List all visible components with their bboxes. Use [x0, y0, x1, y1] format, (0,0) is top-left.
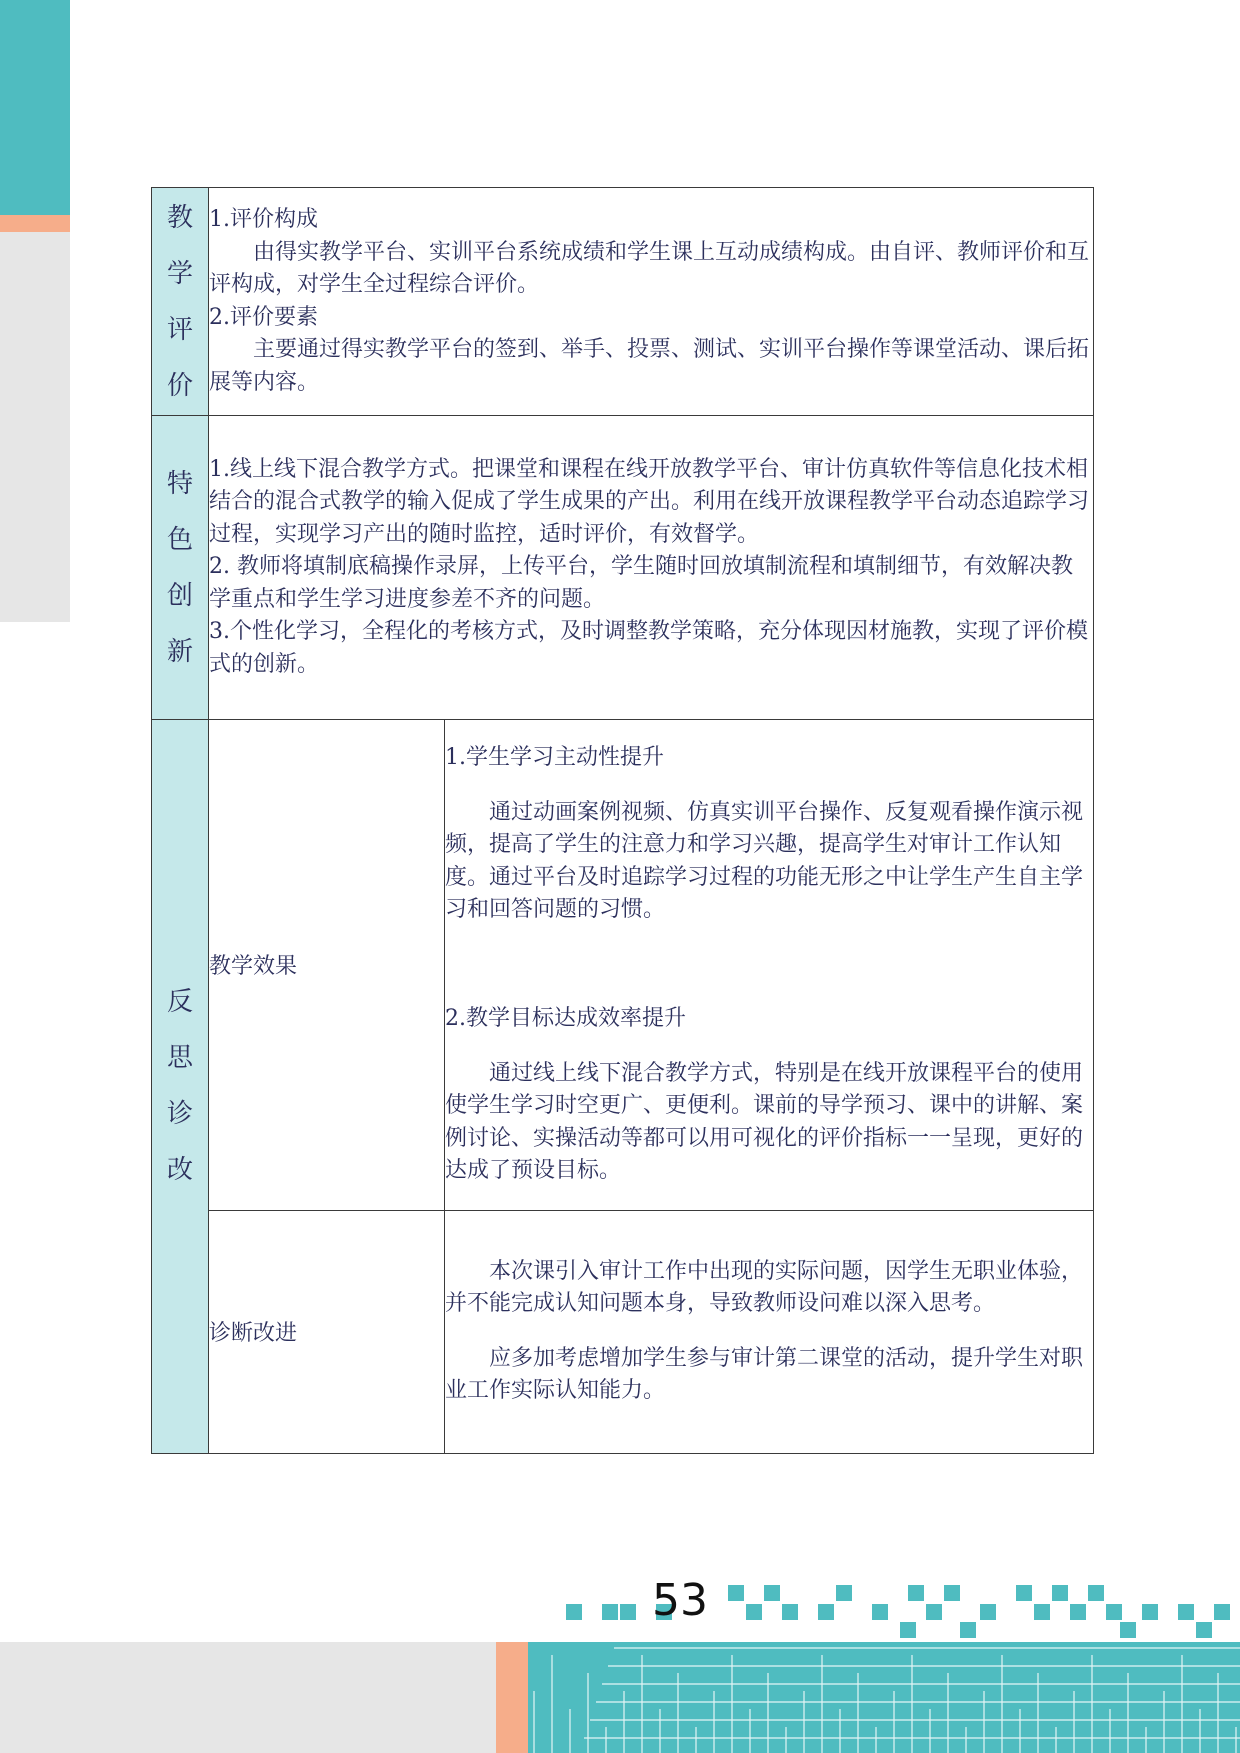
- pixel-block: [1016, 1585, 1032, 1601]
- left-decor-orange: [0, 215, 70, 232]
- pixel-block: [782, 1604, 798, 1620]
- improvement-row: [152, 1210, 1094, 1453]
- footer-band-orange: [496, 1642, 528, 1753]
- pixel-block: [1196, 1622, 1212, 1638]
- evaluation-body-1: 由得实教学平台、实训平台系统成绩和学生课上互动成绩构成。由自评、教师评价和互评构成，对学生全过程综合评价。: [209, 239, 1090, 297]
- footer-grid-pattern: [528, 1642, 1240, 1753]
- pixel-block: [1052, 1585, 1068, 1601]
- pixel-block: [1070, 1604, 1086, 1620]
- improvement-label: 诊断改进: [209, 1210, 445, 1453]
- category-innovation: [152, 416, 209, 720]
- pixel-block: [960, 1622, 976, 1638]
- category-char: 思: [166, 1043, 193, 1074]
- innovation-content: [209, 416, 1094, 720]
- left-decor-teal: [0, 0, 70, 215]
- effect-heading-1: 1.学生学习主动性提升: [445, 745, 664, 770]
- category-evaluation: [152, 188, 209, 416]
- innovation-row: [152, 416, 1094, 720]
- effect-body-1: 通过动画案例视频、仿真实训平台操作、反复观看操作演示视频，提高了学生的注意力和学习兴趣，提高学生对审计工作认知度。通过平台及时追踪学习过程的功能无形之中让学生产生自主学习和回答问题的习惯。: [445, 799, 1084, 922]
- pixel-block: [566, 1604, 582, 1620]
- pixel-block: [818, 1604, 834, 1620]
- effect-label: 教学效果: [209, 720, 445, 1211]
- pixel-block: [836, 1585, 852, 1601]
- pixel-block: [1120, 1622, 1136, 1638]
- pixel-block: [944, 1585, 960, 1601]
- category-char: 诊: [166, 1099, 193, 1130]
- pixel-block: [1088, 1585, 1104, 1601]
- teaching-table: [151, 187, 1094, 1454]
- evaluation-heading-2: 2.评价要素: [209, 304, 318, 330]
- pixel-block: [764, 1585, 780, 1601]
- pixel-block: [980, 1604, 996, 1620]
- category-char: 改: [166, 1155, 193, 1186]
- effect-heading-2: 2.教学目标达成效率提升: [445, 1006, 686, 1031]
- category-char: 色: [166, 524, 193, 555]
- category-char: 价: [166, 370, 193, 401]
- category-char: 反: [166, 987, 193, 1018]
- pixel-block: [1178, 1604, 1194, 1620]
- pixel-block: [908, 1585, 924, 1601]
- evaluation-body-2: 主要通过得实教学平台的签到、举手、投票、测试、实训平台操作等课堂活动、课后拓展等内容。: [209, 337, 1090, 395]
- pixel-block: [1142, 1604, 1158, 1620]
- category-char: 特: [166, 468, 193, 499]
- pixel-block: [1214, 1604, 1230, 1620]
- evaluation-content: [209, 188, 1094, 416]
- improvement-body-2: 应多加考虑增加学生参与审计第二课堂的活动，提升学生对职业工作实际认知能力。: [445, 1345, 1084, 1403]
- category-char: 教: [166, 202, 193, 233]
- innovation-point-3: 3.个性化学习，全程化的考核方式，及时调整教学策略，充分体现因材施教，实现了评价模式的创新。: [209, 619, 1088, 677]
- effect-body-2: 通过线上线下混合教学方式，特别是在线开放课程平台的使用使学生学习时空更广、更便利。课前的导学预习、课中的讲解、案例讨论、实操活动等都可以用可视化的评价指标一一呈现，更好的达成了预设目标。: [445, 1060, 1084, 1183]
- category-char: 学: [166, 258, 193, 289]
- pixel-block: [872, 1604, 888, 1620]
- improvement-content: [445, 1210, 1094, 1453]
- category-reflection: [152, 720, 209, 1454]
- paragraph-gap: [445, 949, 1093, 982]
- pixel-block: [926, 1604, 942, 1620]
- pixel-block: [1034, 1604, 1050, 1620]
- category-char: 评: [166, 314, 193, 345]
- evaluation-row: [152, 188, 1094, 416]
- innovation-point-2: 2. 教师将填制底稿操作录屏，上传平台，学生随时回放填制流程和填制细节，有效解决教学重点和学生学习进度参差不齐的问题。: [209, 554, 1073, 612]
- innovation-point-1: 1.线上线下混合教学方式。把课堂和课程在线开放教学平台、审计仿真软件等信息化技术相结合的混合式教学的输入促成了学生成果的产出。利用在线开放课程教学平台动态追踪学习过程，实现学习产出的随时监控，适时评价，有效督学。: [209, 456, 1090, 547]
- pixel-block: [900, 1622, 916, 1638]
- effect-row: [152, 720, 1094, 1211]
- page-number: 53: [652, 1575, 708, 1626]
- pixel-block: [1106, 1604, 1122, 1620]
- footer-band-gray: [0, 1642, 500, 1753]
- effect-content: [445, 720, 1094, 1211]
- evaluation-heading-1: 1.评价构成: [209, 207, 318, 232]
- improvement-body-1: 本次课引入审计工作中出现的实际问题，因学生无职业体验，并不能完成认知问题本身，导致教师设问难以深入思考。: [445, 1258, 1084, 1316]
- category-char: 创: [166, 580, 193, 611]
- category-char: 新: [166, 636, 193, 667]
